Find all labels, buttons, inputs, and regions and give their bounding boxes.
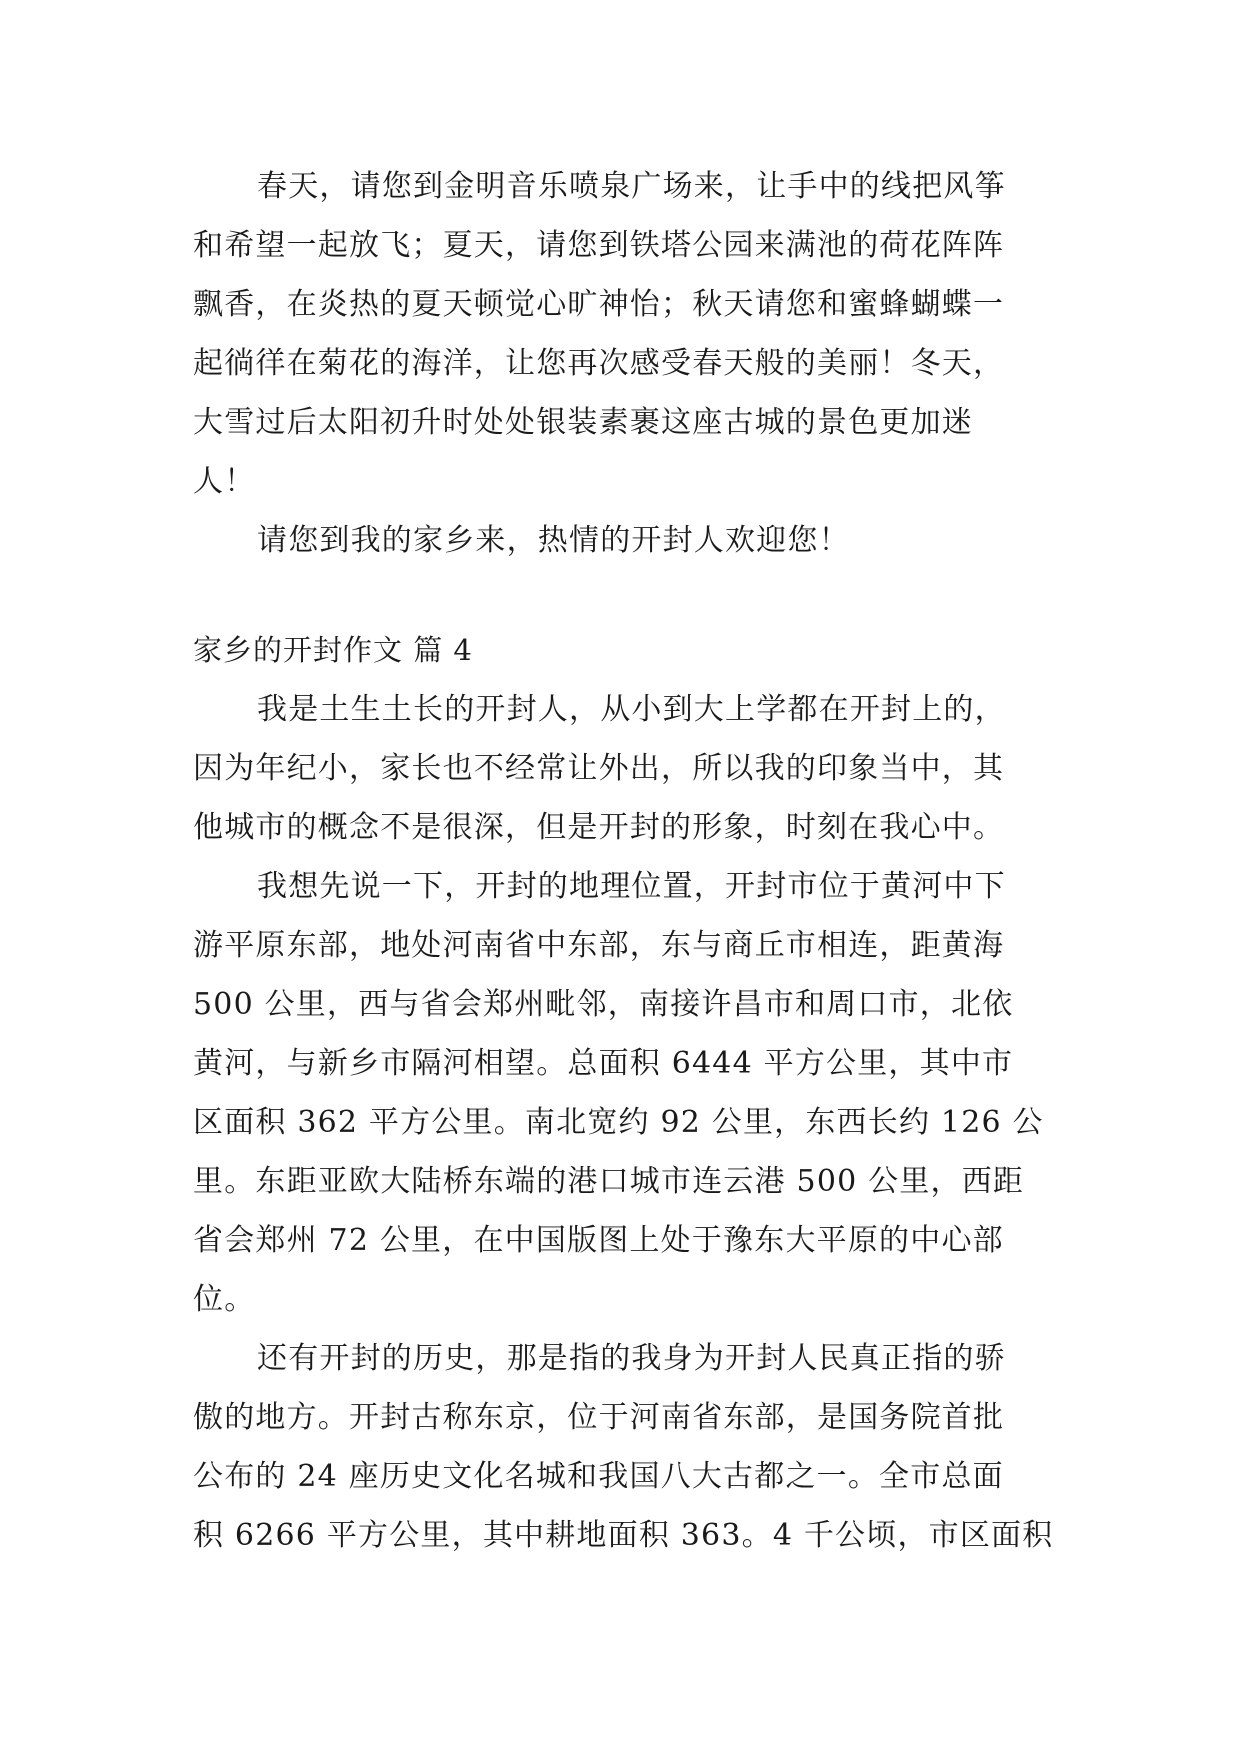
- paragraph-3-line-1: 我是土生土长的开封人，从小到大上学都在开封上的，: [257, 692, 1006, 727]
- paragraph-5-line-3: 公布的 24 座历史文化名城和我国八大古都之一。全市总面: [193, 1459, 1004, 1494]
- paragraph-1-line-5: 大雪过后太阳初升时处处银装素裹这座古城的景色更加迷: [193, 405, 973, 440]
- paragraph-1-line-6: 人！: [193, 464, 256, 499]
- paragraph-5-line-2: 傲的地方。开封古称东京，位于河南省东部，是国务院首批: [193, 1400, 1005, 1435]
- paragraph-4-line-7: 省会郑州 72 公里，在中国版图上处于豫东大平原的中心部: [193, 1223, 1004, 1258]
- paragraph-5-line-1: 还有开封的历史，那是指的我身为开封人民真正指的骄: [257, 1341, 1006, 1376]
- paragraph-1-line-2: 和希望一起放飞；夏天，请您到铁塔公园来满池的荷花阵阵: [193, 228, 1005, 263]
- paragraph-2-line-1: 请您到我的家乡来，热情的开封人欢迎您！: [257, 523, 850, 558]
- paragraph-3-line-2: 因为年纪小，家长也不经常让外出，所以我的印象当中，其: [193, 751, 1005, 786]
- paragraph-1-line-3: 飘香，在炎热的夏天顿觉心旷神怡；秋天请您和蜜蜂蝴蝶一: [193, 287, 1005, 322]
- paragraph-4-line-6: 里。东距亚欧大陆桥东端的港口城市连云港 500 公里，西距: [193, 1164, 1025, 1199]
- paragraph-4-line-8: 位。: [193, 1282, 256, 1317]
- paragraph-4-line-2: 游平原东部，地处河南省中东部，东与商丘市相连，距黄海: [193, 928, 1005, 963]
- paragraph-1-line-4: 起徜徉在菊花的海洋，让您再次感受春天般的美丽！冬天，: [193, 346, 1005, 381]
- paragraph-4-line-5: 区面积 362 平方公里。南北宽约 92 公里，东西长约 126 公: [193, 1105, 1044, 1140]
- paragraph-3-line-3: 他城市的概念不是很深，但是开封的形象，时刻在我心中。: [193, 810, 1005, 845]
- paragraph-5-line-4: 积 6266 平方公里，其中耕地面积 363。4 千公顷，市区面积: [193, 1518, 1054, 1553]
- paragraph-4-line-1: 我想先说一下，开封的地理位置，开封市位于黄河中下: [257, 869, 1006, 904]
- paragraph-4-line-4: 黄河，与新乡市隔河相望。总面积 6444 平方公里，其中市: [193, 1046, 1014, 1081]
- section-heading: 家乡的开封作文 篇 4: [193, 633, 473, 667]
- paragraph-1-line-1: 春天，请您到金明音乐喷泉广场来，让手中的线把风筝: [257, 169, 1006, 204]
- paragraph-4-line-3: 500 公里，西与省会郑州毗邻，南接许昌市和周口市，北依: [193, 987, 1014, 1022]
